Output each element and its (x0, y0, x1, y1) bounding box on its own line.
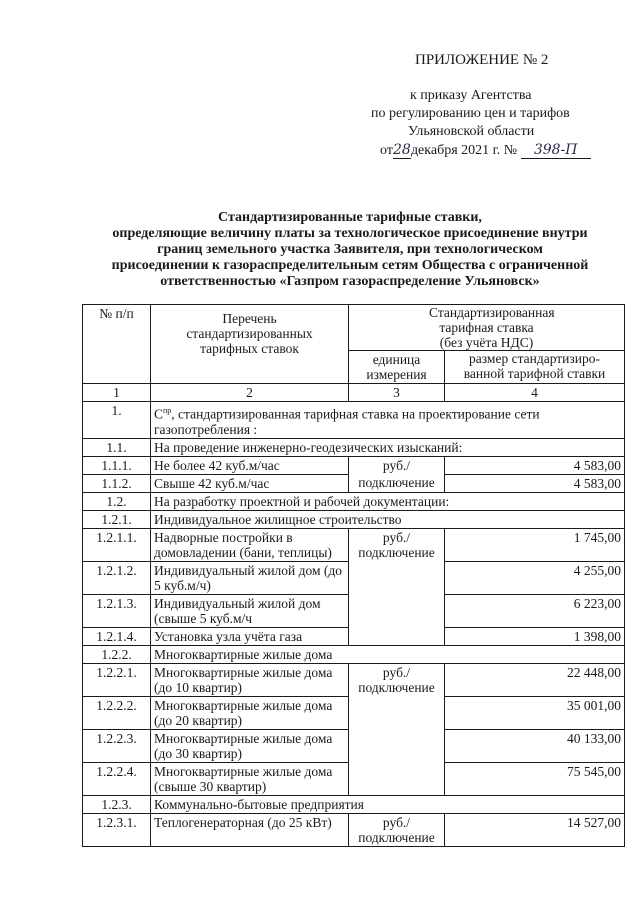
row-num: 1.2.2. (83, 645, 151, 663)
table-header-row (83, 305, 625, 351)
column-number-row (83, 384, 625, 402)
row-num: 1.2.1.2. (83, 561, 151, 594)
order-reference-line: к приказу Агентства (410, 88, 532, 103)
row-num: 1.2.2.2. (83, 696, 151, 729)
rate-symbol-superscript: пр (163, 406, 172, 415)
table-row (83, 456, 625, 474)
title-line: присоединении к газораспределительным сетям Общества с ограниченной (111, 258, 589, 273)
date-prefix: от (380, 143, 393, 158)
table-row (83, 438, 625, 456)
row-value: 22 448,00 (445, 663, 625, 696)
col-number: 4 (445, 384, 625, 402)
row-unit: руб./ (349, 456, 445, 474)
row-text: Многоквартирные жилые дома (до 20 квартир) (151, 696, 349, 729)
row-value: 4 583,00 (445, 474, 625, 492)
row-num: 1.2.1.1. (83, 528, 151, 561)
row-value: 1 398,00 (445, 627, 625, 645)
tariff-table (82, 304, 625, 847)
row-num: 1.2.3.1. (83, 813, 151, 846)
row-num: 1. (83, 402, 151, 439)
row-value: 4 255,00 (445, 561, 625, 594)
table-row (83, 663, 625, 696)
row-unit: руб./ подключение (349, 528, 445, 645)
row-text: Индивидуальный жилой дом (свыше 5 куб.м/ч (151, 594, 349, 627)
header-size: размер стандартизиро-ванной тарифной ставки (445, 351, 625, 384)
row-text: Свыше 42 куб.м/час (151, 474, 349, 492)
order-agency-line: по регулированию цен и тарифов (371, 106, 570, 121)
table-row (83, 645, 625, 663)
row-text: Индивидуальный жилой дом (до 5 куб.м/ч) (151, 561, 349, 594)
row-num: 1.2.1.3. (83, 594, 151, 627)
row-num: 1.2. (83, 492, 151, 510)
table-row (83, 528, 625, 561)
title-line: ответственностью «Газпром газораспределение Ульяновск» (160, 274, 540, 289)
document-title (80, 210, 620, 290)
table-row (83, 510, 625, 528)
table-row (83, 813, 625, 846)
row-num: 1.1.1. (83, 456, 151, 474)
date-rest: декабря 2021 г. № (410, 143, 518, 158)
row-num: 1.2.1. (83, 510, 151, 528)
row-num: 1.2.3. (83, 795, 151, 813)
title-line: Стандартизированные тарифные ставки, (218, 210, 482, 225)
row-value: 6 223,00 (445, 594, 625, 627)
row-num: 1.1.2. (83, 474, 151, 492)
row-text: Теплогенераторная (до 25 кВт) (151, 813, 349, 846)
row-text (151, 402, 625, 439)
table-row (83, 492, 625, 510)
row-value: 1 745,00 (445, 528, 625, 561)
col-number: 3 (349, 384, 445, 402)
appendix-title: ПРИЛОЖЕНИЕ № 2 (415, 52, 549, 68)
row-text: Многоквартирные жилые дома (до 30 квартир) (151, 729, 349, 762)
row-num: 1.2.2.1. (83, 663, 151, 696)
row-text: Многоквартирные жилые дома (151, 645, 625, 663)
row-text: На разработку проектной и рабочей документации: (151, 492, 625, 510)
row-unit: руб./ подключение (349, 663, 445, 795)
rate-symbol: С (154, 406, 164, 422)
row-text: На проведение инженерно-геодезических изысканий: (151, 438, 625, 456)
row-text: Коммунально-бытовые предприятия (151, 795, 625, 813)
table-row (83, 402, 625, 439)
row-text: Надворные постройки в домовладении (бани, теплицы) (151, 528, 349, 561)
title-line: границ земельного участка Заявителя, при технологическом (157, 242, 543, 257)
rate-description: , стандартизированная тарифная ставка на проектирование сети газопотребления : (154, 406, 540, 437)
header-num: № п/п (83, 305, 151, 384)
row-value: 4 583,00 (445, 456, 625, 474)
row-text: Не более 42 куб.м/час (151, 456, 349, 474)
row-value: 14 527,00 (445, 813, 625, 846)
order-date-line (380, 142, 591, 159)
row-text: Многоквартирные жилые дома (свыше 30 квартир) (151, 762, 349, 795)
row-value: 75 545,00 (445, 762, 625, 795)
row-num: 1.2.1.4. (83, 627, 151, 645)
table-row (83, 474, 625, 492)
order-region-line: Ульяновской области (408, 124, 535, 139)
header-rate: Стандартизированная тарифная ставка (без учёта НДС) (349, 305, 625, 351)
title-line: определяющие величину платы за технологическое присоединение внутри (112, 226, 588, 241)
row-text: Многоквартирные жилые дома (до 10 квартир) (151, 663, 349, 696)
order-number-handwritten: 398-П (521, 142, 591, 159)
row-value: 40 133,00 (445, 729, 625, 762)
col-number: 2 (151, 384, 349, 402)
row-num: 1.1. (83, 438, 151, 456)
row-value: 35 001,00 (445, 696, 625, 729)
row-num: 1.2.2.4. (83, 762, 151, 795)
row-text: Индивидуальное жилищное строительство (151, 510, 625, 528)
col-number: 1 (83, 384, 151, 402)
order-day-handwritten: 28 (393, 142, 411, 158)
header-list: Перечень стандартизированных тарифных ставок (151, 305, 349, 384)
row-text: Установка узла учёта газа (151, 627, 349, 645)
row-unit: руб./ подключение (349, 813, 445, 846)
row-num: 1.2.2.3. (83, 729, 151, 762)
table-row (83, 795, 625, 813)
header-unit: единица измерения (349, 351, 445, 384)
row-unit: подключение (349, 474, 445, 492)
